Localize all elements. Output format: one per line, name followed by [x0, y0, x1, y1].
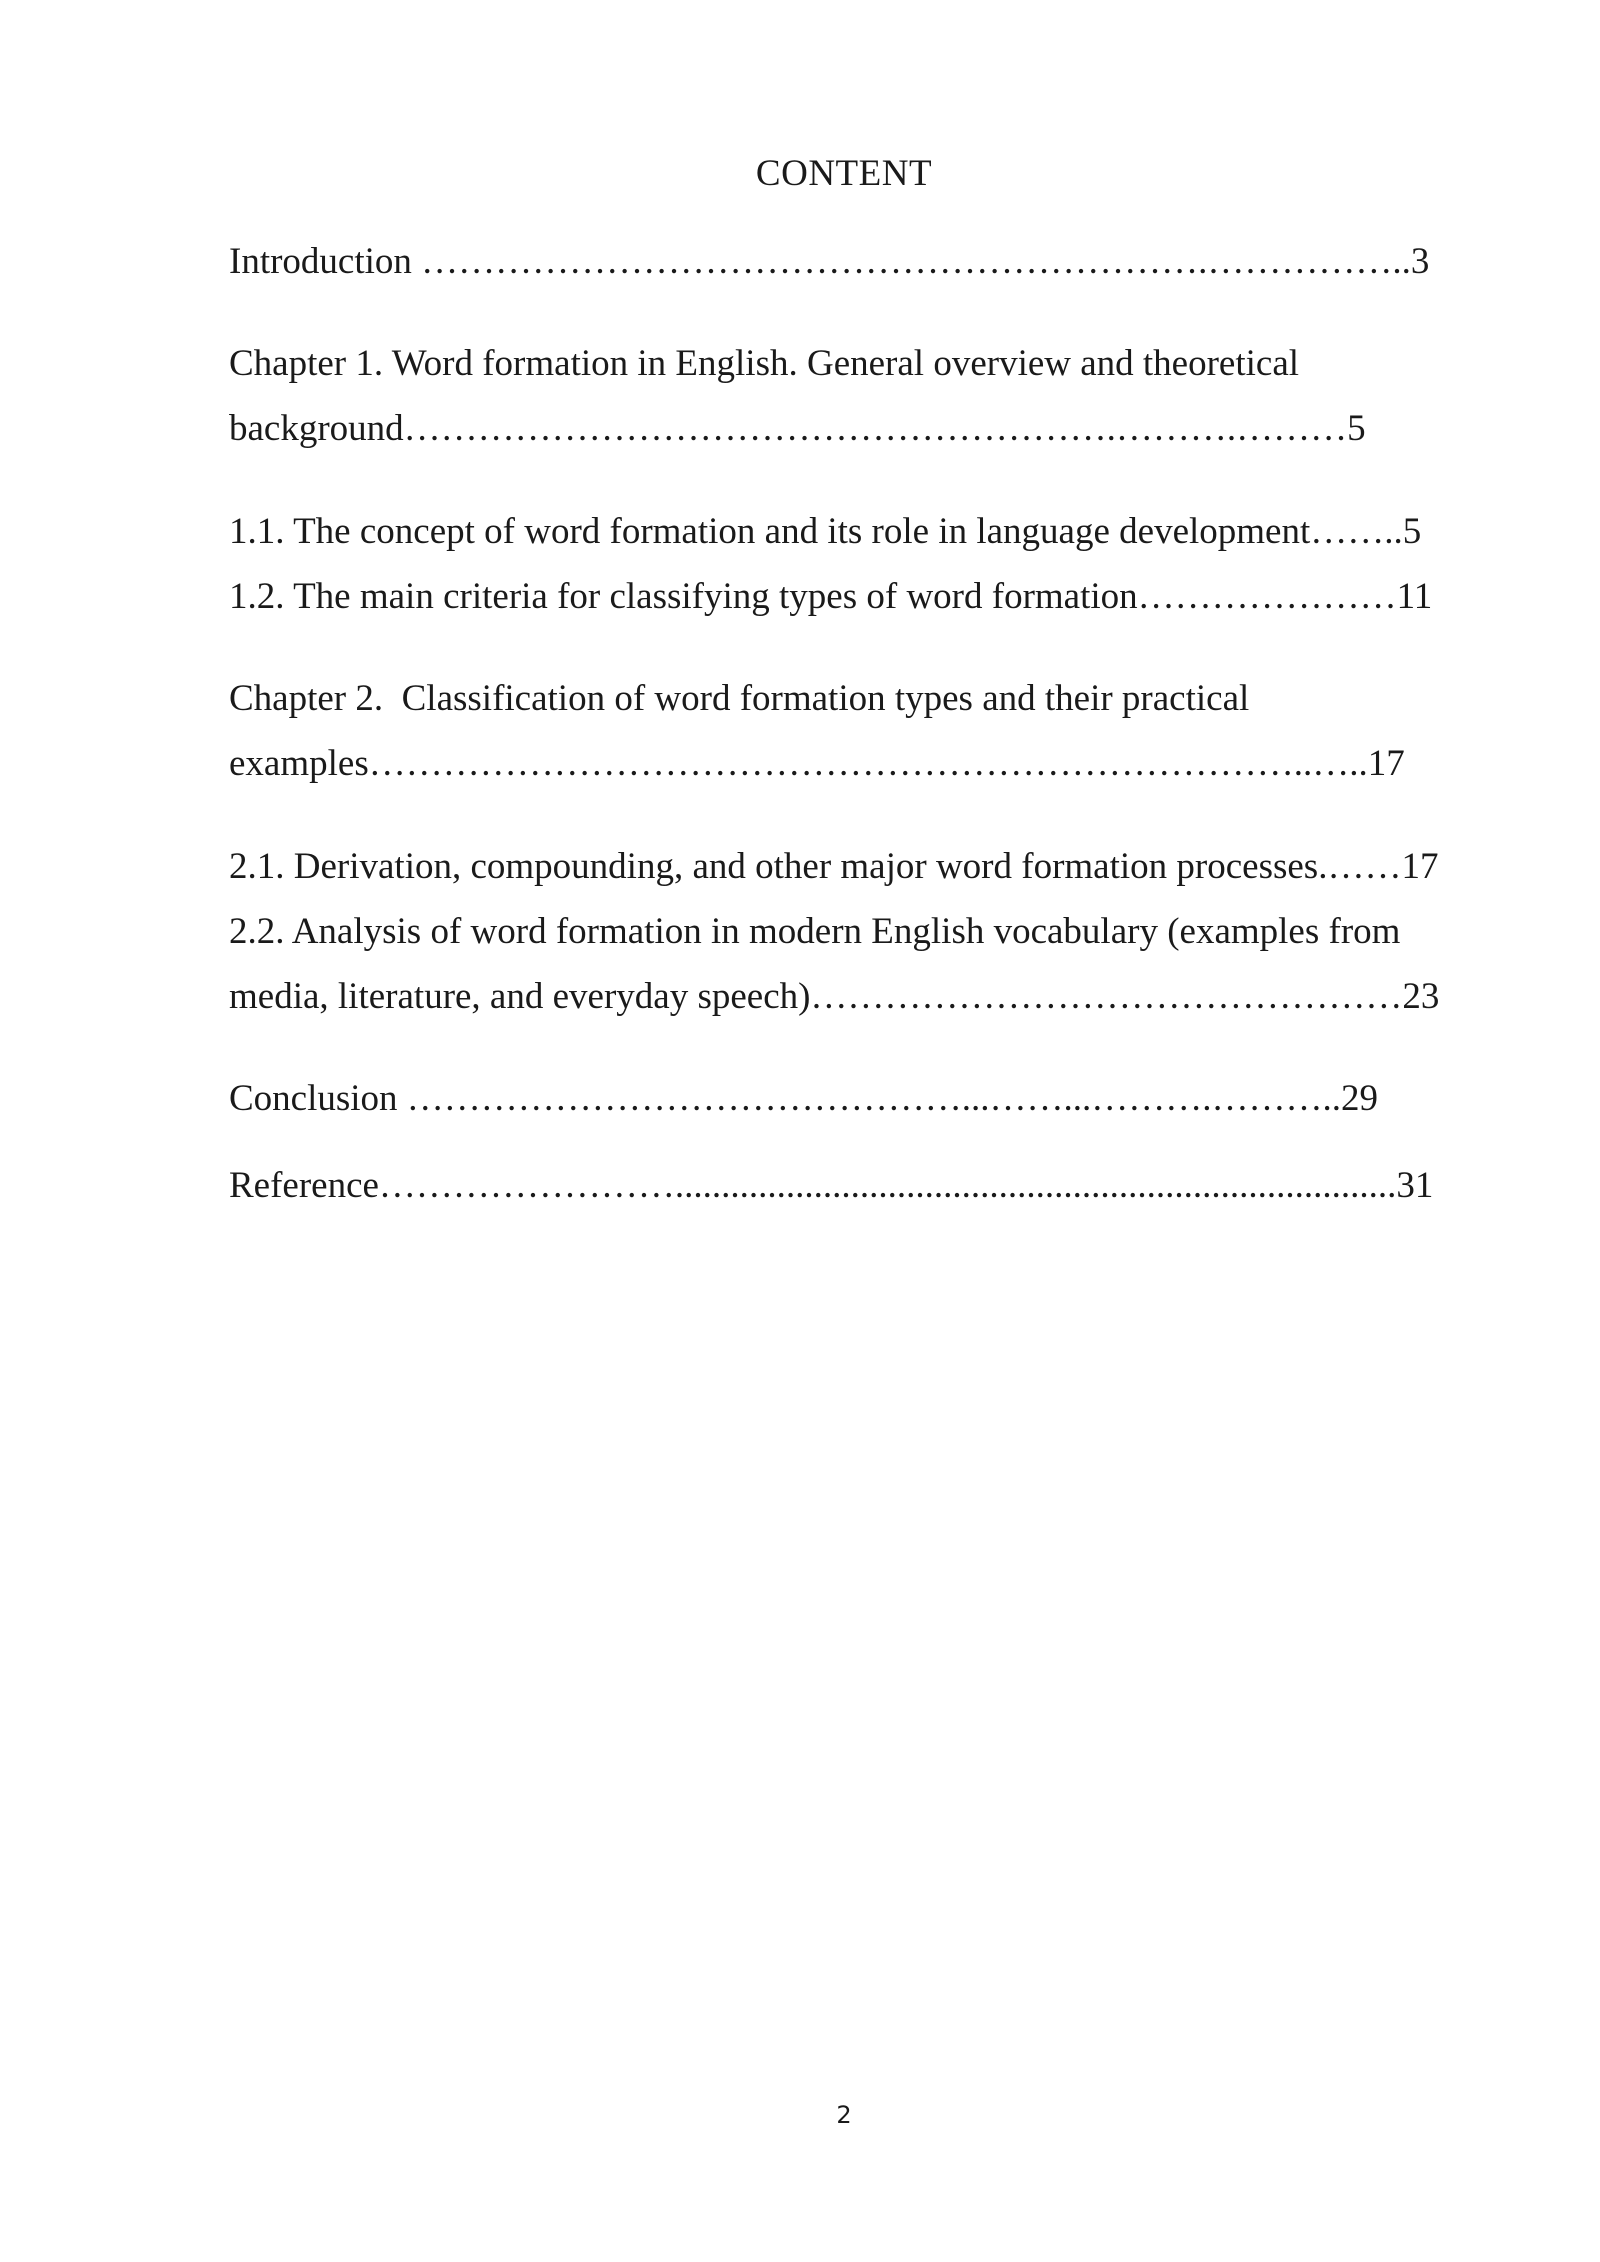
toc-entry-reference: Reference……………………..............................................................................31 — [229, 1165, 1434, 1206]
toc-entry-introduction: Introduction ……………………………………………………….……………..3 — [229, 241, 1430, 282]
toc-entry-conclusion: Conclusion ………………………………………...……...……….………..29 — [229, 1078, 1379, 1119]
toc-entry-chapter-1-line-1: Chapter 1. Word formation in English. General overview and theoretical — [229, 343, 1300, 384]
toc-entry-chapter-2-line-2: examples…………………………………………………………………..…..17 — [229, 743, 1405, 784]
toc-entry-section-2-1: 2.1. Derivation, compounding, and other major word formation processes.……17 — [229, 846, 1439, 887]
page-number: 2 — [836, 2101, 852, 2129]
toc-entry-section-2-2-line-1: 2.2. Analysis of word formation in modern English vocabulary (examples from — [229, 911, 1401, 952]
toc-entry-section-2-2-line-2: media, literature, and everyday speech)…………………………………………23 — [229, 976, 1440, 1017]
toc-entry-chapter-1-line-2: background………………………………………………….……….………5 — [229, 408, 1366, 449]
toc-entry-chapter-2-line-1: Chapter 2. Classification of word formation types and their practical — [229, 678, 1250, 719]
toc-entry-section-1-1: 1.1. The concept of word formation and its role in language development……..5 — [229, 511, 1422, 552]
toc-entry-section-1-2: 1.2. The main criteria for classifying types of word formation…………………11 — [229, 576, 1433, 617]
page-title: CONTENT — [755, 153, 933, 194]
